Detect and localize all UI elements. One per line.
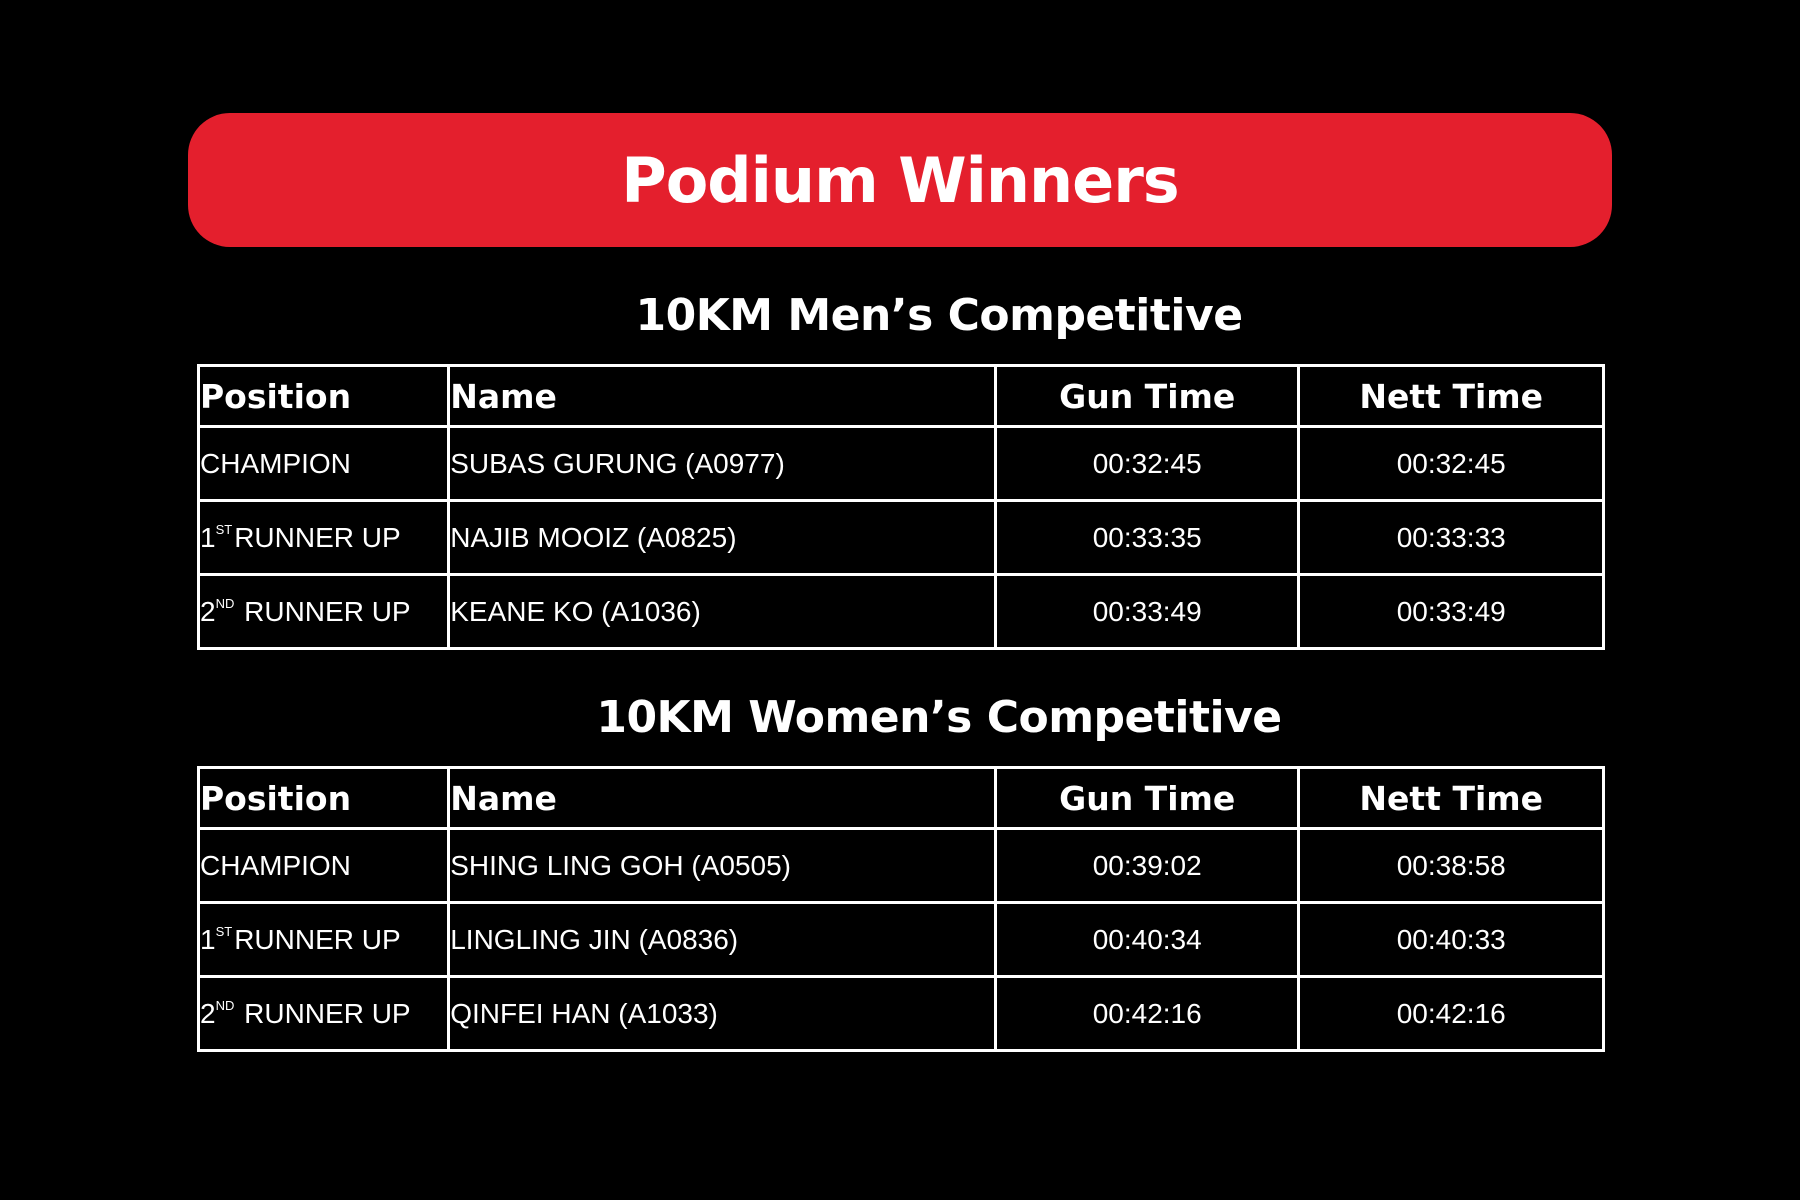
position-header: Position [199,768,449,829]
men-results-table [197,364,1605,650]
gun-time-header: Gun Time [995,768,1299,829]
table-row [199,903,1604,977]
position-cell [199,427,449,501]
position-cell [199,501,449,575]
table-header-row [199,768,1604,829]
position-label: CHAMPION [200,447,351,479]
gun-time-cell: 00:33:49 [995,575,1299,649]
nett-time-cell: 00:38:58 [1299,829,1604,903]
gun-time-header: Gun Time [995,366,1299,427]
nett-time-header: Nett Time [1299,366,1604,427]
name-cell: SUBAS GURUNG (A0977) [449,427,996,501]
position-label: RUNNER UP [234,923,401,955]
name-header: Name [449,768,996,829]
name-cell: LINGLING JIN (A0836) [449,903,996,977]
position-ordinal-suffix: ST [215,521,233,537]
position-ordinal-number: 2 [200,595,216,627]
position-ordinal-number: 1 [200,521,216,553]
position-label: CHAMPION [200,849,351,881]
gun-time-cell: 00:42:16 [995,977,1299,1051]
table-row [199,977,1604,1051]
nett-time-cell: 00:33:49 [1299,575,1604,649]
men-section-title: 10KM Men’s Competitive [635,290,1243,341]
gun-time-cell: 00:32:45 [995,427,1299,501]
position-label: RUNNER UP [234,521,401,553]
name-cell: QINFEI HAN (A1033) [449,977,996,1051]
gun-time-cell: 00:33:35 [995,501,1299,575]
position-ordinal-suffix: ND [215,997,235,1013]
table-header-row [199,366,1604,427]
gun-time-cell: 00:40:34 [995,903,1299,977]
name-cell: KEANE KO (A1036) [449,575,996,649]
table-row [199,575,1604,649]
podium-winners-banner [188,113,1612,247]
nett-time-header: Nett Time [1299,768,1604,829]
gun-time-cell: 00:39:02 [995,829,1299,903]
name-cell: SHING LING GOH (A0505) [449,829,996,903]
nett-time-cell: 00:40:33 [1299,903,1604,977]
position-ordinal-suffix: ND [215,595,235,611]
position-cell [199,829,449,903]
name-header: Name [449,366,996,427]
nett-time-cell: 00:32:45 [1299,427,1604,501]
position-header: Position [199,366,449,427]
table-row [199,829,1604,903]
page-title: Podium Winners [621,143,1179,217]
position-ordinal-number: 2 [200,997,216,1029]
women-results-table [197,766,1605,1052]
position-cell [199,977,449,1051]
position-cell [199,575,449,649]
table-row [199,427,1604,501]
table-row [199,501,1604,575]
position-label: RUNNER UP [244,997,411,1029]
position-label: RUNNER UP [244,595,411,627]
position-ordinal-suffix: ST [215,923,233,939]
nett-time-cell: 00:42:16 [1299,977,1604,1051]
nett-time-cell: 00:33:33 [1299,501,1604,575]
name-cell: NAJIB MOOIZ (A0825) [449,501,996,575]
women-section-title: 10KM Women’s Competitive [596,692,1282,743]
position-cell [199,903,449,977]
position-ordinal-number: 1 [200,923,216,955]
